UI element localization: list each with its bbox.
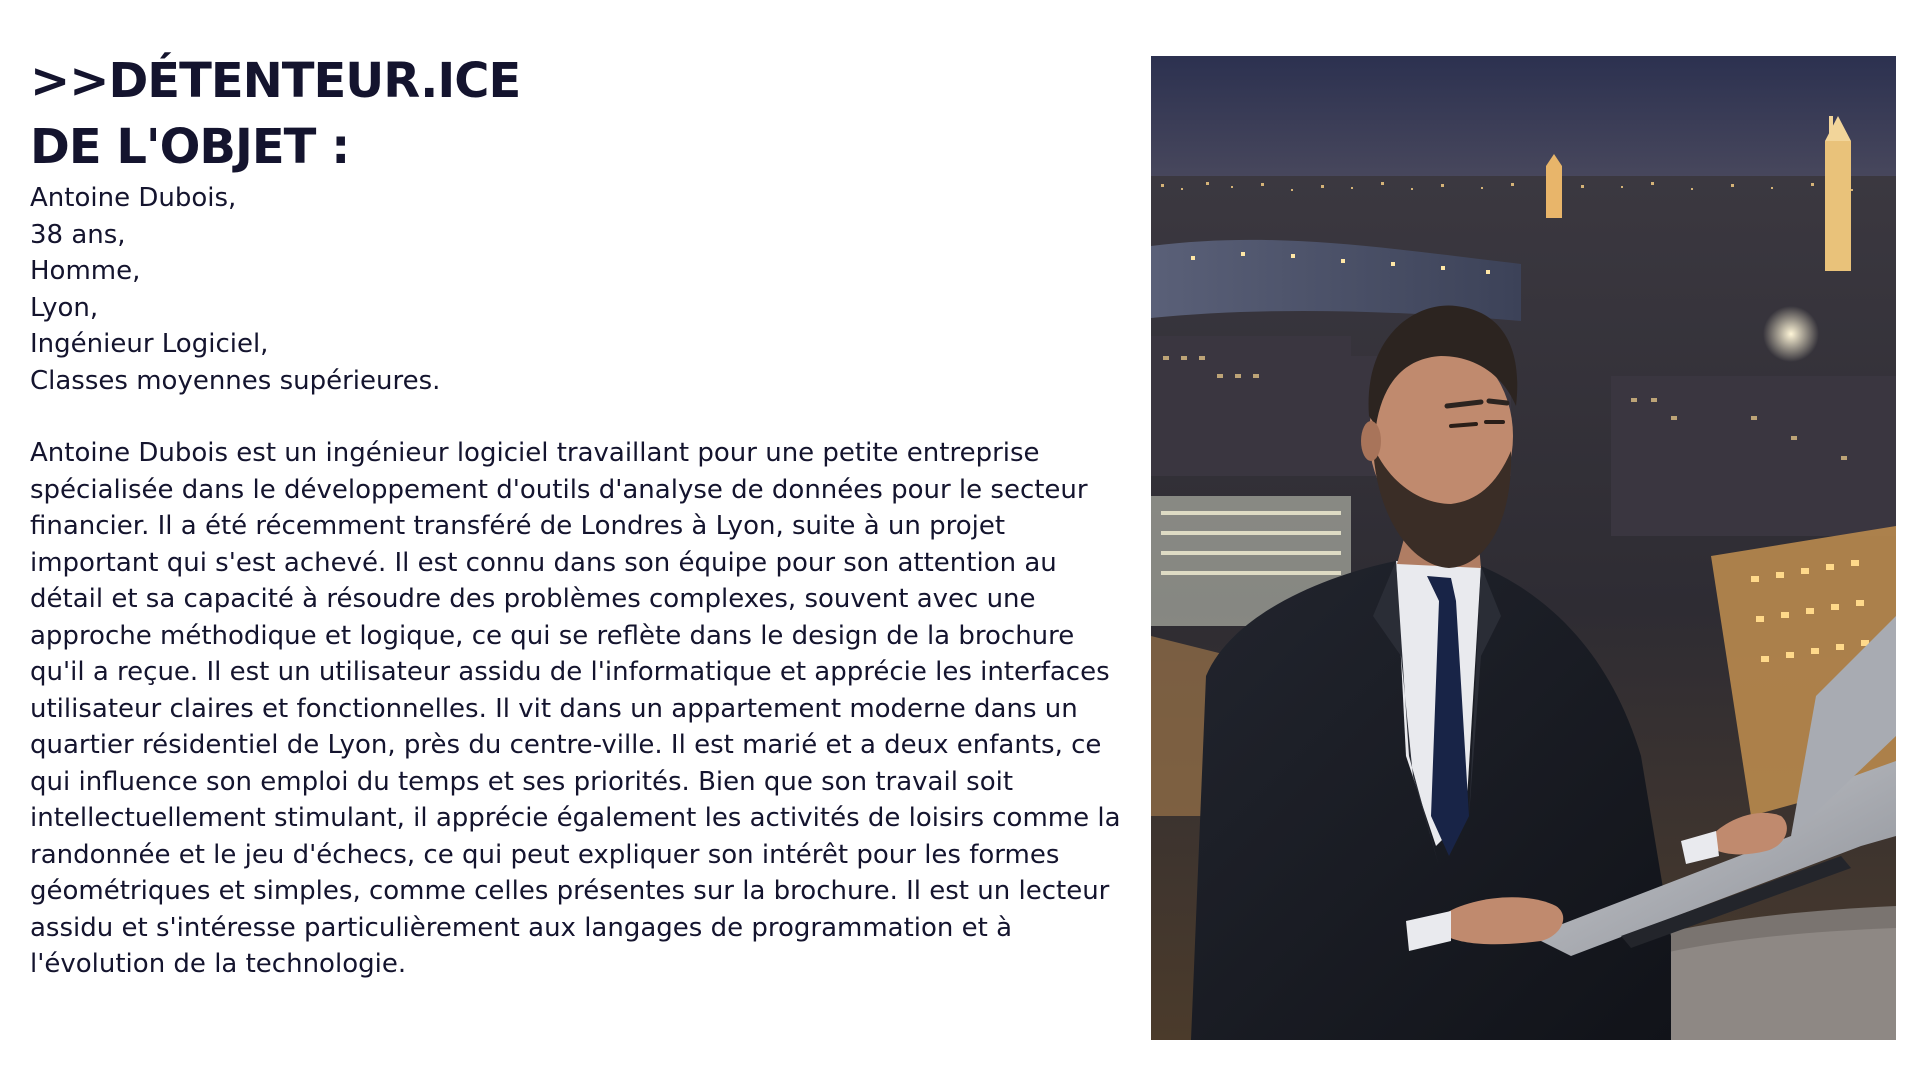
- attribute-gender: Homme,: [30, 256, 141, 286]
- attribute-name: Antoine Dubois,: [30, 183, 237, 213]
- persona-bio: Antoine Dubois est un ingénieur logiciel travaillant pour une petite entreprise spécialisée dans le développement d'outils d'analyse de données pour le secteur financier. Il a été récemment transféré de Londres à Lyon, suite à un projet important qui s'est achevé. Il est connu dans son équipe pour son attention au détail et sa capacité à résoudre des problèmes complexes, souvent avec une approche méthodique et logique, ce qui se reflète dans le design de la brochure qu'il a reçue. Il est un utilisateur assidu de l'informatique et apprécie les interfaces utilisateur claires et fonctionnelles. Il vit dans un appartement moderne dans un quartier résidentiel de Lyon, près du centre-ville. Il est marié et a deux enfants, ce qui influence son emploi du temps et ses priorités. Bien que son travail soit intellectuellement stimulant, il apprécie également les activités de loisirs comme la randonnée et le jeu d'échecs, ce qui peut expliquer son intérêt pour les formes géométriques et simples, comme celles présentes sur la brochure. Il est un lecteur assidu et s'intéresse particulièrement aux langages de programmation et à l'évolution de la technologie.: [30, 438, 1121, 979]
- title-line-1: >>DÉTENTEUR.ICE: [30, 53, 521, 109]
- attribute-city: Lyon,: [30, 292, 99, 323]
- title-line-2: DE L'OBJET :: [30, 119, 350, 175]
- persona-photo: [1151, 56, 1896, 1040]
- persona-text-column: [30, 48, 1130, 983]
- page-title: [30, 48, 1130, 180]
- attribute-job: Ingénieur Logiciel,: [30, 329, 269, 359]
- persona-photo-illustration: [1151, 56, 1896, 1040]
- attribute-age: 38 ans,: [30, 219, 126, 250]
- attribute-social-class: Classes moyennes supérieures.: [30, 365, 441, 396]
- persona-attributes: [30, 180, 1130, 399]
